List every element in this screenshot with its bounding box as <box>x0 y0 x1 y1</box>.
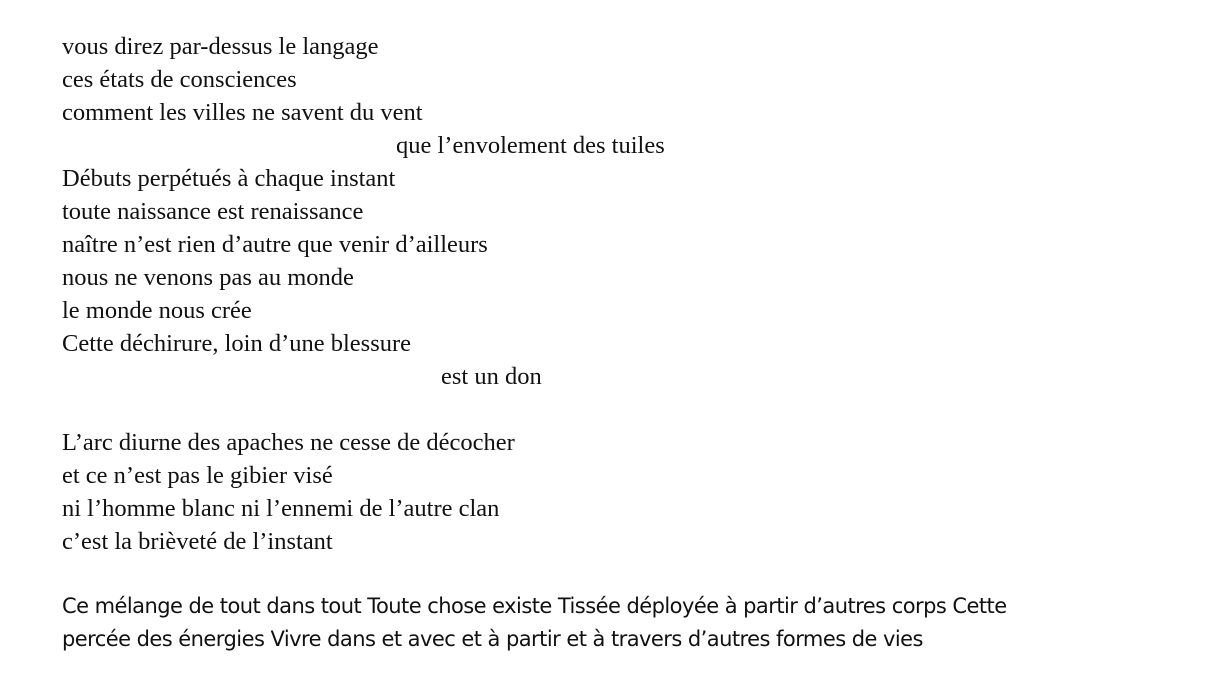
stanza-break <box>62 393 1162 426</box>
poem-line: Cette déchirure, loin d’une blessure <box>62 330 412 357</box>
poem-line-indented: que l’envolement des tuiles <box>396 132 665 159</box>
poem-line: et ce n’est pas le gibier visé <box>62 462 333 489</box>
poem <box>62 30 1162 558</box>
prose-line: percée des énergies Vivre dans et avec et à partir et à travers d’autres formes de vies <box>62 627 923 651</box>
poem-line: c’est la brièveté de l’instant <box>62 528 333 555</box>
poem-line: vous direz par-dessus le langage <box>62 33 379 60</box>
poem-line-indented: est un don <box>441 363 542 390</box>
poem-line: comment les villes ne savent du vent <box>62 99 423 126</box>
poem-line: nous ne venons pas au monde <box>62 264 354 291</box>
poem-line: le monde nous crée <box>62 297 252 324</box>
prose-paragraph <box>62 590 1172 656</box>
poem-line: ces états de consciences <box>62 66 297 93</box>
poem-line: naître n’est rien d’autre que venir d’ailleurs <box>62 231 488 258</box>
poem-line: ni l’homme blanc ni l’ennemi de l’autre clan <box>62 495 500 522</box>
poem-line: Débuts perpétués à chaque instant <box>62 165 396 192</box>
prose-line: Ce mélange de tout dans tout Toute chose existe Tissée déployée à partir d’autres corps Cette <box>62 594 1007 618</box>
poem-line: L’arc diurne des apaches ne cesse de décocher <box>62 429 515 456</box>
poem-line: toute naissance est renaissance <box>62 198 364 225</box>
